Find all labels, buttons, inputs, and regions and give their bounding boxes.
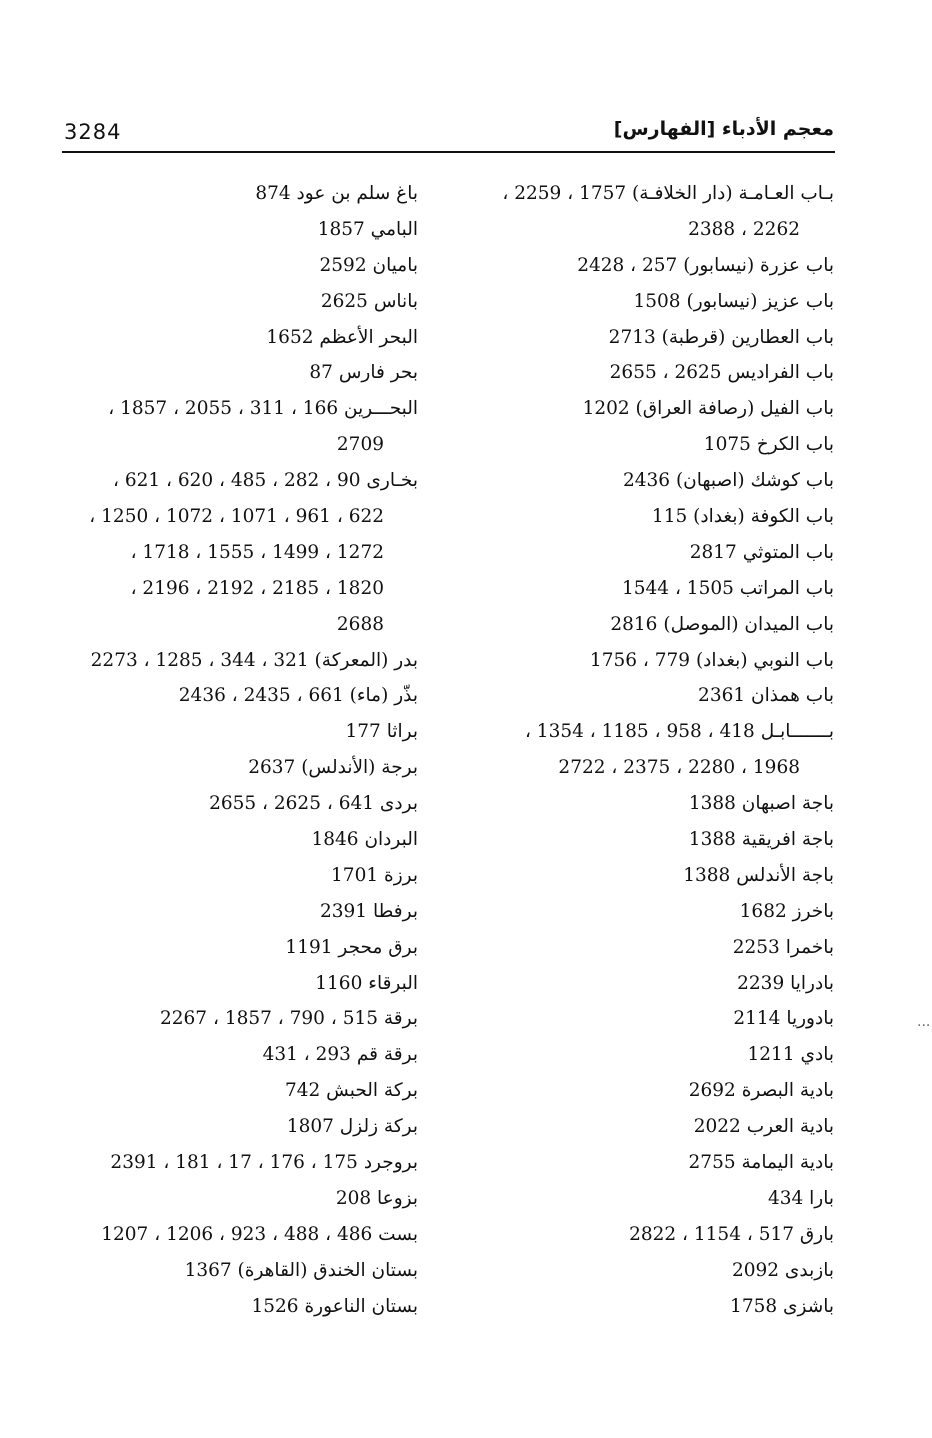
index-entry: بروجرد 175 ، 176 ، 17 ، 181 ، 2391 (110, 1152, 418, 1174)
index-entry: باب كوشك (اصبهان) 2436 (622, 470, 834, 492)
index-entry: برقة 515 ، 790 ، 1857 ، 2267 (159, 1008, 418, 1030)
index-entry: بـــــــابـل 418 ، 958 ، 1185 ، 1354 ، (524, 721, 834, 743)
header-rule (62, 151, 835, 153)
index-entry: بستان الخندق (القاهرة) 1367 (184, 1259, 418, 1281)
index-entry: برزة 1701 (331, 864, 418, 886)
index-entry: بردى 641 ، 2625 ، 2655 (209, 793, 418, 815)
index-entry: 1272 ، 1499 ، 1555 ، 1718 ، (130, 541, 384, 563)
index-entry: بست 486 ، 488 ، 923 ، 1206 ، 1207 (101, 1223, 418, 1245)
index-entry: 2262 ، 2388 (688, 218, 800, 240)
index-entry: بادوريا 2114 (733, 1008, 834, 1030)
index-entry: باب الكرخ 1075 (703, 434, 834, 456)
index-entry: باب النوبي (بغداد) 779 ، 1756 (589, 649, 834, 671)
index-entry: بستان الناعورة 1526 (251, 1295, 418, 1317)
index-entry: 1968 ، 2280 ، 2375 ، 2722 (558, 757, 800, 779)
index-entry: باب العطارين (قرطبة) 2713 (608, 326, 834, 348)
index-entry: بادي 1211 (747, 1044, 834, 1066)
index-entry: بادرايا 2239 (737, 972, 834, 994)
index-entry: بارا 434 (767, 1187, 834, 1209)
index-entry: 1820 ، 2185 ، 2192 ، 2196 ، (130, 577, 384, 599)
index-entry: البحر الأعظم 1652 (266, 326, 418, 348)
index-entry: باب عزرة (نيسابور) 257 ، 2428 (577, 254, 834, 276)
index-entry: برقة قم 293 ، 431 (262, 1044, 418, 1066)
index-entry: بارق 517 ، 1154 ، 2822 (629, 1223, 834, 1245)
index-entry: باجة اصبهان 1388 (688, 793, 834, 815)
index-entry: البرقاء 1160 (315, 972, 418, 994)
index-entry: باشزى 1758 (730, 1295, 834, 1317)
index-entry: باب المراتب 1505 ، 1544 (621, 577, 834, 599)
index-entry: بحر فارس 87 (309, 362, 418, 384)
page-number: 3284 (64, 120, 122, 144)
index-column-right (454, 176, 834, 1325)
index-entry: باجة الأندلس 1388 (683, 864, 834, 886)
index-entry: بذّر (ماء) 661 ، 2435 ، 2436 (178, 685, 418, 707)
index-entry: باب عزيز (نيسابور) 1508 (633, 290, 834, 312)
index-entry: البامي 1857 (317, 218, 418, 240)
index-entry: برق محجر 1191 (285, 936, 418, 958)
index-entry: باب همذان 2361 (698, 685, 834, 707)
index-entry: 622 ، 961 ، 1071 ، 1072 ، 1250 ، (89, 506, 384, 528)
margin-mark: ... (917, 1014, 931, 1030)
index-entry: باب الفراديس 2625 ، 2655 (609, 362, 834, 384)
index-entry: بـاب العـامـة (دار الخلافـة) 1757 ، 2259 ، (502, 183, 834, 204)
index-entry: برجة (الأندلس) 2637 (248, 757, 418, 779)
index-entry: 2709 (336, 434, 384, 456)
running-title: معجم الأدباء [الفهارس] (613, 118, 834, 140)
index-entry: باخرز 1682 (739, 900, 834, 922)
index-entry: البحـــرين 166 ، 311 ، 2055 ، 1857 ، (108, 398, 418, 420)
index-entry: 2688 (336, 613, 384, 635)
index-entry: براثا 177 (345, 721, 418, 743)
index-entry: باخمرا 2253 (732, 936, 834, 958)
index-entry: باب الميدان (الموصل) 2816 (610, 613, 834, 635)
index-entry: باجة افريقية 1388 (688, 829, 834, 851)
index-entry: باب المتوثي 2817 (689, 541, 834, 563)
index-entry: بادية البصرة 2692 (688, 1080, 834, 1102)
index-entry: بركة زلزل 1807 (286, 1116, 418, 1138)
index-entry: باناس 2625 (320, 290, 418, 312)
index-entry: باب الفيل (رصافة العراق) 1202 (582, 398, 834, 420)
index-entry: بدر (المعركة) 321 ، 344 ، 1285 ، 2273 (90, 649, 418, 671)
index-entry: برفطا 2391 (320, 900, 418, 922)
index-entry: بادية العرب 2022 (693, 1116, 834, 1138)
index-entry: باميان 2592 (319, 254, 418, 276)
index-entry: بازبدى 2092 (731, 1259, 834, 1281)
index-entry: بادية اليمامة 2755 (688, 1152, 834, 1174)
index-entry: بخـارى 90 ، 282 ، 485 ، 620 ، 621 ، (112, 470, 418, 492)
index-entry: باغ سلم بن عود 874 (255, 183, 418, 204)
index-entry: البردان 1846 (311, 829, 418, 851)
index-column-left (58, 176, 418, 1325)
index-entry: باب الكوفة (بغداد) 115 (651, 506, 834, 528)
index-entry: بركة الحبش 742 (284, 1080, 418, 1102)
index-entry: بزوعا 208 (335, 1187, 418, 1209)
